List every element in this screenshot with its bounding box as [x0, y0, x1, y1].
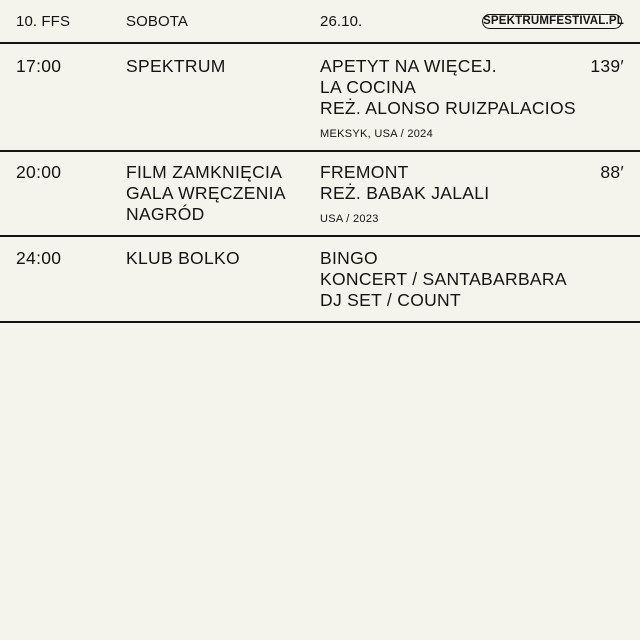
program-line: LA COCINA [320, 77, 417, 97]
venue-line: FILM ZAMKNIĘCIA [126, 162, 283, 182]
row-duration: 88′ [600, 162, 624, 182]
venue-line: SPEKTRUM [126, 56, 226, 76]
day-label: SOBOTA [126, 13, 188, 30]
row-time: 20:00 [16, 162, 62, 182]
program-line: APETYT NA WIĘCEJ. [320, 56, 497, 76]
program-line: REŻ. BABAK JALALI [320, 183, 490, 203]
program-meta: USA / 2023 [320, 213, 379, 225]
divider [0, 321, 640, 323]
program-line: DJ SET / COUNT [320, 290, 461, 310]
row-time: 24:00 [16, 248, 62, 268]
venue-line: KLUB BOLKO [126, 248, 240, 268]
program-line: FREMONT [320, 162, 409, 182]
divider [0, 150, 640, 152]
venue-line: NAGRÓD [126, 204, 205, 224]
venue-line: GALA WRĘCZENIA [126, 183, 286, 203]
divider [0, 235, 640, 237]
row-time: 17:00 [16, 56, 62, 76]
row-duration: 139′ [590, 56, 624, 76]
program-line: KONCERT / SANTABARBARA [320, 269, 567, 289]
edition-label: 10. FFS [16, 13, 71, 30]
row-venue [126, 56, 311, 77]
row-venue [126, 248, 311, 269]
row-program [320, 162, 620, 226]
program-line: REŻ. ALONSO RUIZPALACIOS [320, 98, 576, 118]
program-line: BINGO [320, 248, 378, 268]
divider [0, 42, 640, 44]
date-label: 26.10. [320, 13, 363, 30]
website-link[interactable]: SPEKTRUMFESTIVAL.PL [483, 15, 624, 27]
program-meta: MEKSYK, USA / 2024 [320, 128, 434, 140]
row-venue [126, 162, 311, 225]
row-program [320, 56, 620, 141]
row-program [320, 248, 620, 311]
